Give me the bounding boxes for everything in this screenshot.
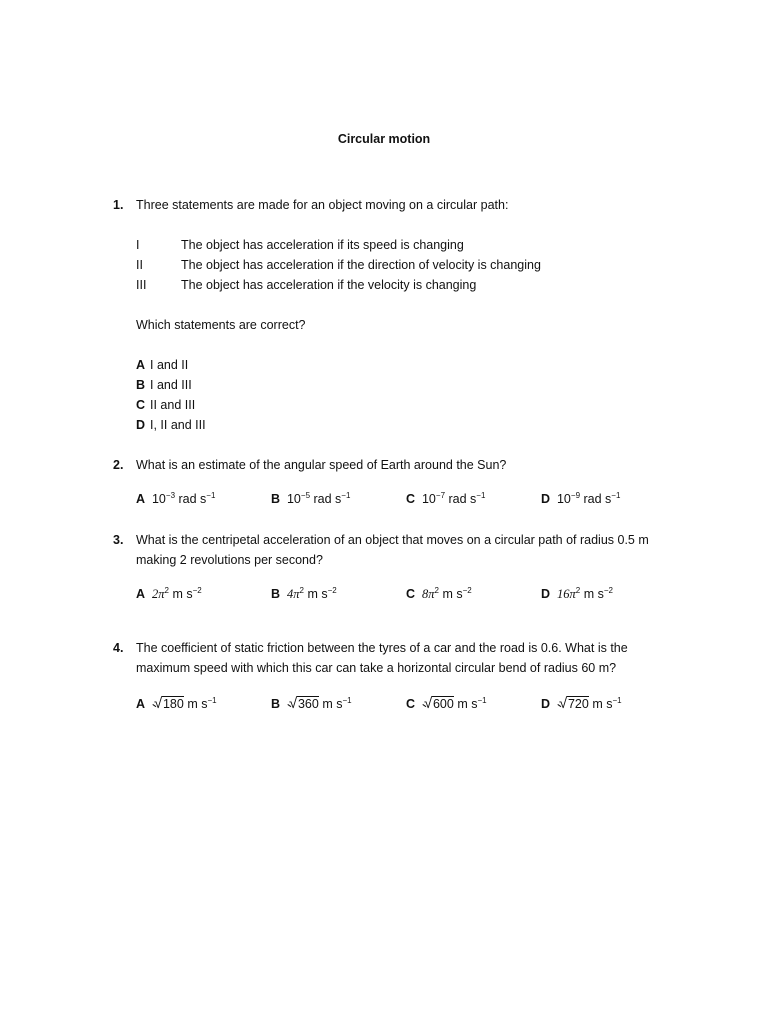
- option-coefficient: 8: [421, 587, 429, 601]
- option-letter: C: [406, 697, 416, 711]
- question-1-number: 1.: [113, 198, 124, 212]
- option-letter: B: [271, 492, 281, 506]
- question-2-text: What is an estimate of the angular speed of Earth around the Sun?: [136, 458, 507, 472]
- option-unit-exponent: −1: [341, 490, 351, 500]
- question-2-option-a[interactable]: [136, 492, 215, 506]
- question-1-text: Three statements are made for an object moving on a circular path:: [136, 198, 509, 212]
- option-letter: D: [541, 492, 551, 506]
- question-1-option-a[interactable]: [136, 358, 188, 372]
- option-unit-exponent: −1: [477, 695, 487, 705]
- option-coefficient: 16: [556, 587, 570, 601]
- option-radicand: 720: [567, 697, 589, 711]
- square-root-icon: √ 600: [423, 695, 454, 712]
- option-unit: rad s: [583, 492, 612, 506]
- question-2-number: 2.: [113, 458, 124, 472]
- option-letter: D: [541, 697, 551, 711]
- option-unit-exponent: −1: [206, 490, 216, 500]
- option-base: 10: [556, 492, 571, 506]
- question-4-option-a[interactable]: [136, 697, 217, 711]
- option-text: I, II and III: [150, 418, 206, 432]
- option-base: 10: [421, 492, 436, 506]
- option-unit-exponent: −2: [192, 585, 202, 595]
- option-unit-exponent: −1: [611, 490, 621, 500]
- option-letter: B: [271, 587, 281, 601]
- question-1-prompt: Which statements are correct?: [136, 318, 306, 332]
- option-unit: m s: [457, 697, 478, 711]
- page-title: Circular motion: [337, 132, 431, 146]
- option-letter: C: [406, 587, 416, 601]
- question-4-number: 4.: [113, 641, 124, 655]
- option-pi: π: [428, 587, 435, 601]
- question-3-option-d[interactable]: [541, 587, 613, 602]
- option-unit: m s: [583, 587, 604, 601]
- question-4-option-b[interactable]: [271, 697, 352, 711]
- option-base: 10: [286, 492, 301, 506]
- option-exponent: 2: [575, 585, 581, 595]
- option-unit-exponent: −1: [476, 490, 486, 500]
- option-letter: A: [136, 587, 146, 601]
- option-exponent: −3: [165, 490, 176, 500]
- option-unit: m s: [187, 697, 208, 711]
- option-exponent: −5: [300, 490, 311, 500]
- option-unit: rad s: [448, 492, 477, 506]
- question-4-text-line-1: The coefficient of static friction between the tyres of a car and the road is 0.6. What is the: [136, 641, 628, 655]
- question-4-option-d[interactable]: [541, 697, 622, 711]
- option-unit: m s: [307, 587, 328, 601]
- option-radicand: 360: [297, 697, 319, 711]
- option-radicand: 600: [432, 697, 454, 711]
- option-pi: π: [158, 587, 165, 601]
- option-unit: m s: [322, 697, 343, 711]
- question-3-text-line-1: What is the centripetal acceleration of an object that moves on a circular path of radius 0.5 m: [136, 533, 649, 547]
- option-unit: m s: [442, 587, 463, 601]
- option-text: II and III: [150, 398, 196, 412]
- square-root-icon: √ 360: [288, 695, 319, 712]
- question-1-option-b[interactable]: [136, 378, 192, 392]
- question-1-option-d[interactable]: [136, 418, 206, 432]
- question-3-text-line-2: making 2 revolutions per second?: [136, 553, 323, 567]
- square-root-icon: √ 180: [153, 695, 184, 712]
- option-letter: D: [541, 587, 551, 601]
- option-exponent: −7: [435, 490, 446, 500]
- question-4-option-c[interactable]: [406, 697, 487, 711]
- option-letter: B: [136, 378, 146, 392]
- statement-2-text: The object has acceleration if the direction of velocity is changing: [181, 258, 541, 272]
- question-2-option-b[interactable]: [271, 492, 350, 506]
- option-unit-exponent: −2: [462, 585, 472, 595]
- option-base: 10: [151, 492, 166, 506]
- option-unit-exponent: −2: [603, 585, 613, 595]
- option-pi: π: [569, 587, 576, 601]
- option-letter: B: [271, 697, 281, 711]
- option-unit-exponent: −1: [612, 695, 622, 705]
- question-4-text-line-2: maximum speed with which this car can take a horizontal circular bend of radius 60 m?: [136, 661, 617, 675]
- option-exponent: 2: [434, 585, 439, 595]
- option-radicand: 180: [162, 697, 184, 711]
- question-3-number: 3.: [113, 533, 124, 547]
- question-1-option-c[interactable]: [136, 398, 195, 412]
- option-unit: m s: [172, 587, 193, 601]
- statement-2-roman: II: [136, 258, 143, 272]
- question-2-option-d[interactable]: [541, 492, 620, 506]
- option-unit: rad s: [178, 492, 207, 506]
- option-unit: rad s: [313, 492, 342, 506]
- square-root-icon: √ 720: [558, 695, 589, 712]
- option-unit-exponent: −2: [327, 585, 337, 595]
- option-coefficient: 2: [151, 587, 159, 601]
- statement-1-roman: I: [136, 238, 140, 252]
- option-unit-exponent: −1: [207, 695, 217, 705]
- question-3-option-c[interactable]: [406, 587, 472, 602]
- option-letter: A: [136, 492, 146, 506]
- statement-1-text: The object has acceleration if its speed is changing: [181, 238, 464, 252]
- question-2-option-c[interactable]: [406, 492, 485, 506]
- statement-3-text: The object has acceleration if the velocity is changing: [181, 278, 477, 292]
- option-letter: A: [136, 358, 146, 372]
- question-3-option-a[interactable]: [136, 587, 202, 602]
- option-letter: D: [136, 418, 146, 432]
- option-text: I and III: [150, 378, 192, 392]
- option-exponent: −9: [570, 490, 581, 500]
- option-letter: C: [136, 398, 146, 412]
- option-coefficient: 4: [286, 587, 294, 601]
- option-exponent: 2: [299, 585, 304, 595]
- option-unit-exponent: −1: [342, 695, 352, 705]
- option-text: I and II: [150, 358, 189, 372]
- option-unit: m s: [592, 697, 613, 711]
- question-3-option-b[interactable]: [271, 587, 337, 602]
- option-letter: A: [136, 697, 146, 711]
- option-exponent: 2: [164, 585, 169, 595]
- option-letter: C: [406, 492, 416, 506]
- option-pi: π: [293, 587, 300, 601]
- statement-3-roman: III: [136, 278, 147, 292]
